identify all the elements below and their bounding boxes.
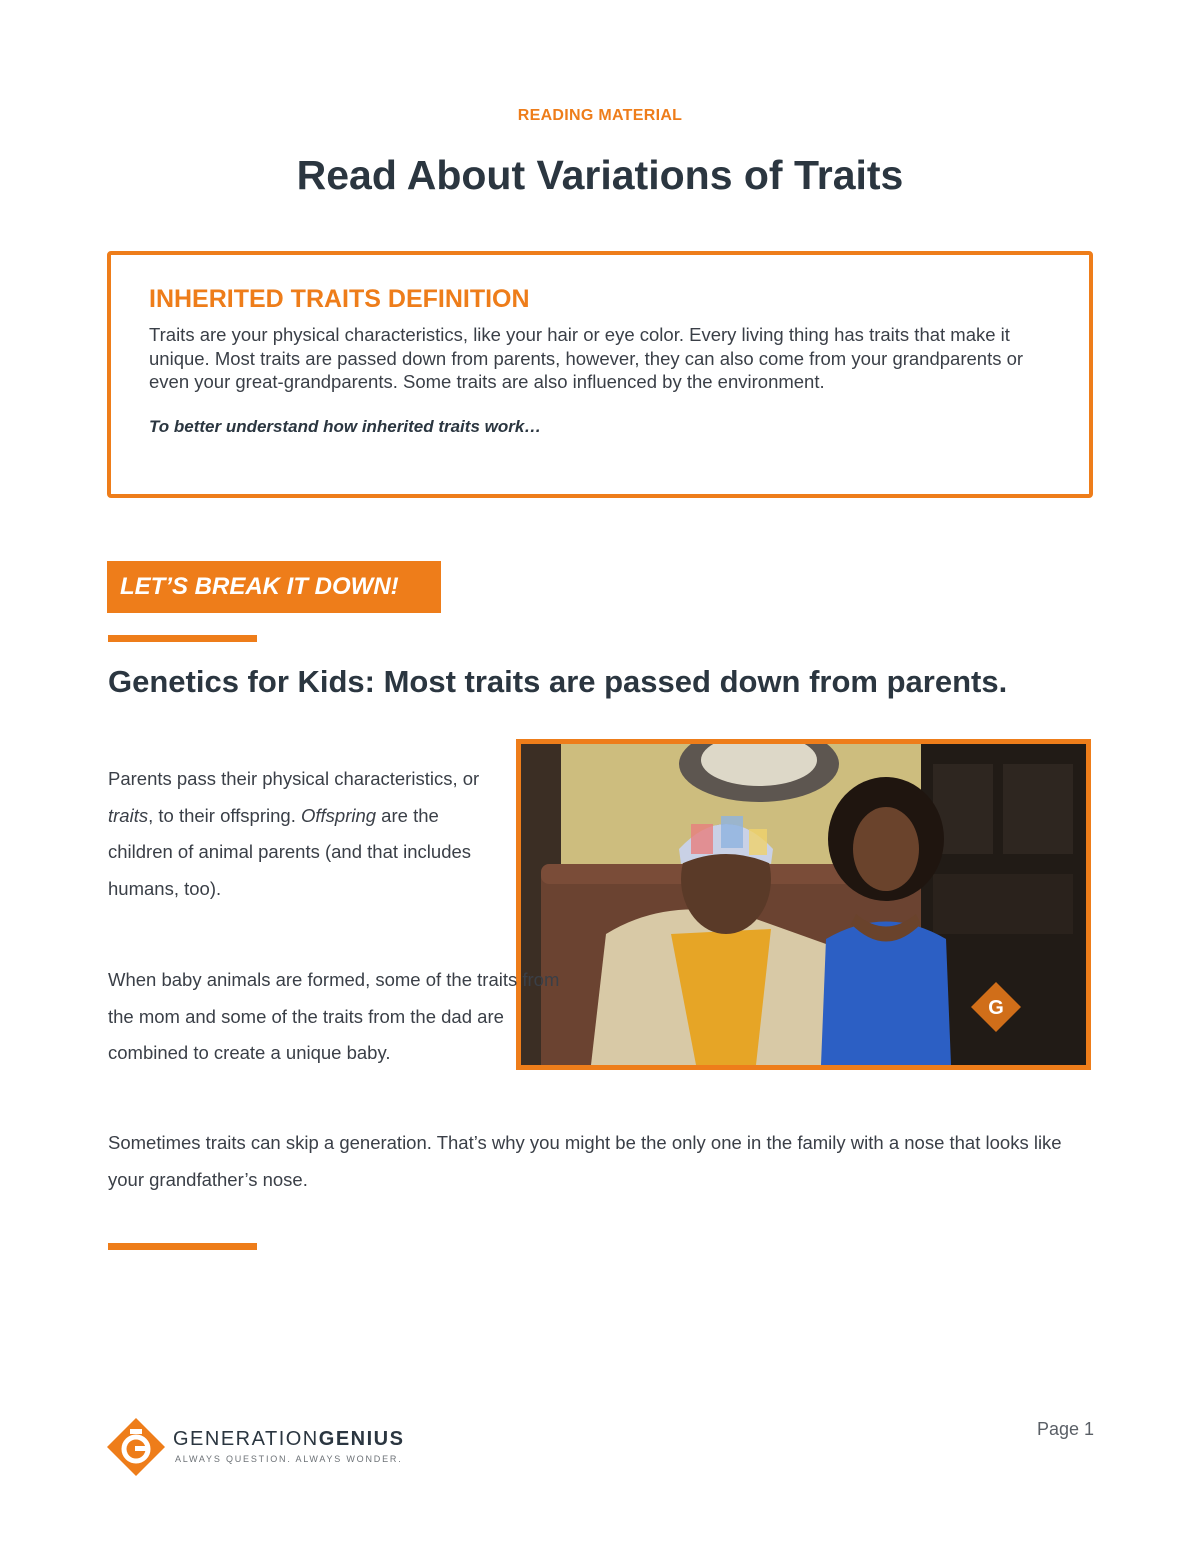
p1-text-a: Parents pass their physical characteristics, or — [108, 768, 480, 789]
page-title: Read About Variations of Traits — [296, 152, 904, 198]
term-traits: traits — [108, 804, 149, 826]
definition-box — [107, 251, 1093, 498]
brand-name-light: GENERATION — [173, 1428, 319, 1450]
section-eyebrow: READING MATERIAL — [517, 107, 683, 124]
brand-tagline: ALWAYS QUESTION. ALWAYS WONDER. — [175, 1454, 403, 1464]
definition-heading: INHERITED TRAITS DEFINITION — [149, 285, 530, 313]
definition-body: Traits are your physical characteristics, like your hair or eye color. Every living thing has traits that make it unique. Most traits are passed down from parents, however, they can also come from your grandparents or even your great-grandparents. Some traits are also influenced by the environment. — [149, 324, 1024, 392]
page-number: Page 1 — [1036, 1419, 1094, 1439]
family-photo — [516, 739, 1091, 1070]
paragraph-parents — [108, 761, 488, 907]
definition-lead: To better understand how inherited traits work… — [149, 416, 542, 436]
section-title: Genetics for Kids: Most traits are passed down from parents. — [108, 664, 1008, 699]
brand-name-bold: GENIUS — [318, 1428, 405, 1450]
logo-mark-icon — [105, 1416, 167, 1478]
accent-rule-top — [108, 635, 257, 642]
brand-name — [173, 1428, 404, 1451]
accent-rule-bottom — [108, 1243, 257, 1250]
paragraph-skip-generation: Sometimes traits can skip a generation. That’s why you might be the only one in the family with a nose that looks like your grandfather’s nose. — [108, 1132, 1062, 1190]
paragraph-baby-animals: When baby animals are formed, some of the traits from the mom and some of the traits from the dad are combined to create a unique baby. — [108, 969, 560, 1063]
p1-text-c: are the children of animal parents (and that includes humans, too). — [108, 804, 472, 899]
svg-text:G: G — [988, 997, 1004, 1019]
p1-text-b: , to their offspring. — [148, 804, 301, 826]
brand-logo — [105, 1416, 425, 1476]
break-it-down-banner: LET’S BREAK IT DOWN! — [107, 561, 441, 613]
term-offspring: Offspring — [300, 804, 377, 826]
